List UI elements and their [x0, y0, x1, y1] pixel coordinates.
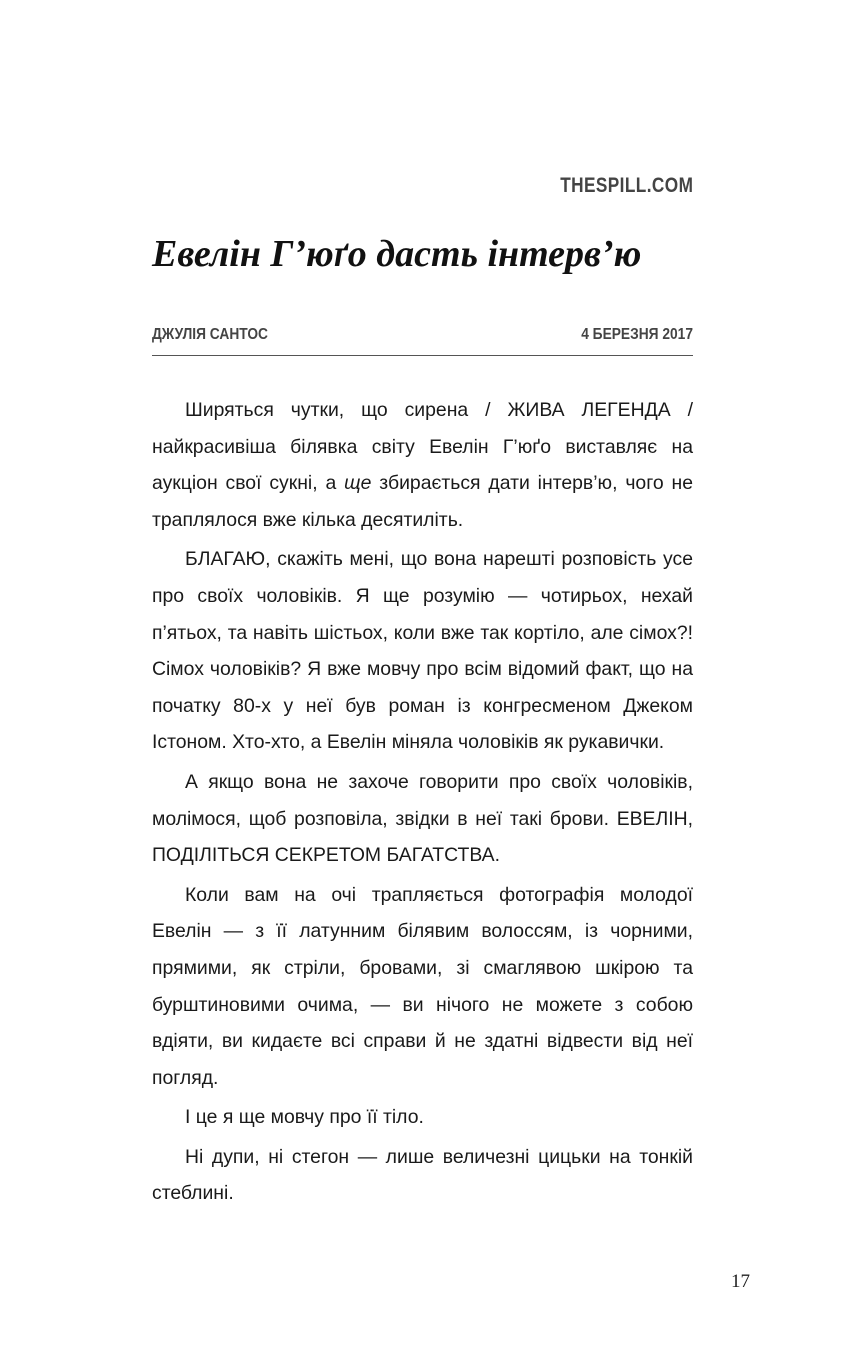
author-name: ДЖУЛІЯ САНТОС [152, 326, 268, 343]
paragraph-1 [152, 392, 693, 538]
publish-date: 4 БЕРЕЗНЯ 2017 [581, 326, 693, 343]
paragraph-1-emphasis: ще [344, 472, 372, 495]
paragraph-6: Ні дупи, ні стегон — лише величезні цицьки на тонкій стеблині. [152, 1145, 693, 1205]
header-divider [152, 355, 693, 356]
paragraph-1-end: збирається дати інтерв’ю, чого не траплялося вже кілька десятиліть. [152, 472, 694, 531]
article-title: Евелін Г’юґо дасть інтерв’ю [152, 233, 642, 275]
paragraph-4: Коли вам на очі трапляється фотографія молодої Евелін — з її латунним білявим волоссям, із чорними, прямими, як стріли, бровами, зі смаглявою шкірою та бурштиновими очима, — ви нічого не можете з собою вдіяти, ви кидаєте всі справи й не здатні відвести від неї погляд. [152, 883, 693, 1089]
site-name: THESPILL.COM [559, 174, 693, 197]
article-body [152, 392, 693, 1215]
paragraph-2: БЛАГАЮ, скажіть мені, що вона нарешті розповість усе про своїх чоловіків. Я ще розумію — чотирьох, нехай п’ятьох, та навіть шістьох, коли вже так кортіло, але сімох?! Сімох чоловіків? Я вже мовчу про всім відомий факт, що на початку 80-х у неї був роман із конгресменом Джеком Істоном. Хто-хто, а Евелін міняла чоловіків як рукавички. [152, 548, 693, 754]
byline [152, 326, 693, 348]
paragraph-5: І це я ще мовчу про її тіло. [185, 1106, 424, 1129]
paragraph-3: А якщо вона не захоче говорити про своїх чоловіків, молімося, щоб розповіла, звідки в неї такі брови. ЕВЕЛІН, ПОДІЛІТЬСЯ СЕКРЕТОМ БАГАТСТВА. [152, 770, 693, 867]
page-number: 17 [731, 1271, 750, 1292]
paragraph-1-start: Ширяться чутки, що сирена / ЖИВА ЛЕГЕНДА / найкрасивіша білявка світу Евелін Г’юґо виставляє на аукціон свої сукні, а [152, 399, 693, 495]
